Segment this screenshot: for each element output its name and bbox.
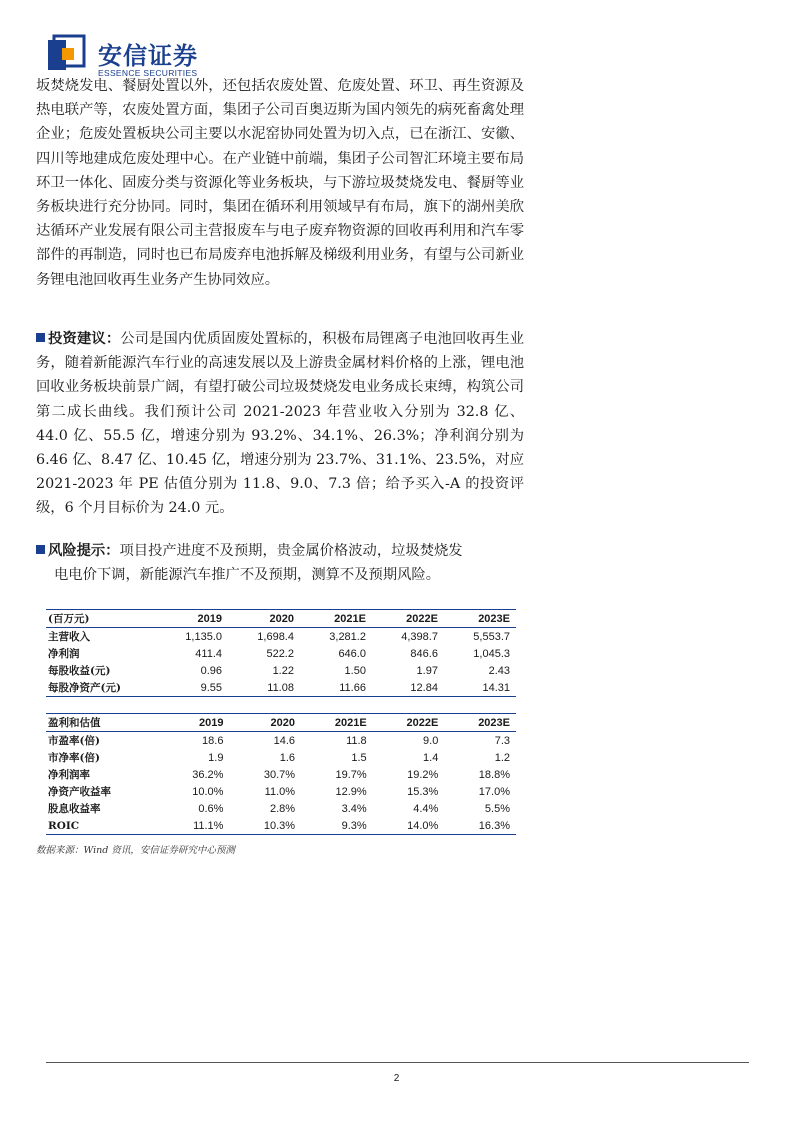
investment-advice-paragraph (36, 327, 524, 521)
table-cell: 14.6 (273, 734, 296, 747)
table-cell: 0.6% (198, 802, 224, 815)
table-header-cell: 2019 (156, 610, 228, 628)
investment-advice-section (36, 327, 524, 521)
company-logo (46, 30, 266, 80)
row-label: 净利润率 (48, 769, 90, 781)
investment-advice-text: 公司是国内优质固废处置标的，积极布局锂离子电池回收再生业务，随着新能源汽车行业的高速发展以及上游贵金属材料价格的上涨，锂电池回收业务板块前景广阔，有望打破公司垃圾焚烧发电业务成长束缚，构筑公司第二成长曲线。我们预计公司 2021-2023 年营业收入分别为 32.8 亿、44.0 亿、55.5 亿，增速分别为 93.2%、34.1%、26.3%；净利润分别为 6.46 亿、8.47 亿、10.45 亿，增速分别为 23.7%、31.1%、23.5%，对应 2021-2023 年 PE 估值分别为 11.8、9.0、7.3 倍；给予买入-A 的投资评级，6 个月目标价为 24.0 元。 (36, 331, 524, 517)
row-label: 每股收益(元) (48, 665, 111, 677)
table-row (46, 817, 516, 835)
table-header-cell: 2019 (158, 714, 230, 732)
table-cell: 1.50 (344, 664, 366, 677)
table-cell: 0.96 (200, 664, 222, 677)
table-row (46, 628, 516, 646)
row-label: 主营收入 (48, 631, 90, 643)
risk-warning-section (36, 539, 524, 587)
table-cell: 646.0 (338, 647, 366, 660)
data-source-note: 数据来源：Wind 资讯，安信证券研究中心预测 (36, 845, 235, 856)
table-cell: 15.3% (407, 785, 439, 798)
table-row (46, 800, 516, 817)
row-label: 净资产收益率 (48, 786, 111, 798)
row-label: 每股净资产(元) (46, 679, 156, 697)
table-cell: 19.7% (335, 768, 367, 781)
table-cell: 4,398.7 (401, 630, 438, 643)
risk-warning-line-1 (36, 539, 524, 563)
table-cell: 522.2 (266, 647, 294, 660)
table-row (46, 732, 516, 750)
table-cell: 411.4 (195, 647, 222, 660)
table-cell: 30.7% (263, 768, 296, 781)
table-header-cell: 2021E (300, 610, 372, 628)
table-cell: 1.4 (423, 751, 439, 764)
table-cell: 1.9 (208, 751, 224, 764)
financial-summary-table (46, 609, 516, 697)
table-cell: 1,698.4 (257, 630, 294, 643)
table-cell: 11.08 (228, 679, 300, 697)
table-header-cell: 盈利和估值 (46, 714, 158, 732)
row-label: ROIC (46, 817, 158, 835)
risk-warning-text-1: 项目投产进度不及预期，贵金属价格波动，垃圾焚烧发 (119, 543, 463, 559)
table-header-row (46, 714, 516, 732)
table-cell: 5,553.7 (473, 630, 510, 643)
square-bullet-icon (36, 545, 45, 554)
table-row (46, 662, 516, 679)
table-cell: 3.4% (341, 802, 367, 815)
table-header-cell: 2020 (228, 610, 300, 628)
table-cell: 1,135.0 (185, 630, 222, 643)
table-header-row (46, 610, 516, 628)
table-cell: 12.84 (372, 679, 444, 697)
square-bullet-icon (36, 333, 45, 342)
table-row (46, 766, 516, 783)
table-cell: 11.1% (158, 817, 230, 835)
table-header-cell: (百万元) (46, 610, 156, 628)
logo-mark-icon (46, 34, 86, 74)
table-row (46, 679, 516, 697)
table-cell: 9.0 (423, 734, 439, 747)
table-cell: 11.8 (346, 734, 367, 747)
risk-warning-heading: 风险提示： (48, 543, 120, 559)
brand-name-cn: 安信证券 (98, 42, 198, 70)
risk-warning-line-2: 电电价下调，新能源汽车推广不及预期，测算不及预期风险。 (54, 567, 441, 584)
body-paragraph-group (36, 74, 524, 292)
table-cell: 846.6 (410, 647, 438, 660)
table-cell: 16.3% (444, 817, 516, 835)
row-label: 市净率(倍) (48, 752, 100, 764)
table-row (46, 749, 516, 766)
brand-name-en: ESSENCE SECURITIES (98, 68, 198, 78)
table-cell: 1,045.3 (473, 647, 510, 660)
table-cell: 14.31 (444, 679, 516, 697)
table-cell: 10.3% (229, 817, 301, 835)
row-label: 市盈率(倍) (48, 735, 100, 747)
table-header-cell: 2023E (444, 714, 516, 732)
table-cell: 14.0% (373, 817, 445, 835)
table-cell: 19.2% (407, 768, 439, 781)
table-header-cell: 2021E (301, 714, 373, 732)
table-cell: 3,281.2 (329, 630, 366, 643)
table-cell: 7.3 (494, 734, 510, 747)
table-cell: 1.2 (494, 751, 510, 764)
page-number: 2 (393, 1073, 400, 1084)
table-header-cell: 2023E (444, 610, 516, 628)
table-cell: 1.22 (272, 664, 294, 677)
table-cell: 17.0% (478, 785, 510, 798)
table-cell: 11.66 (300, 679, 372, 697)
body-paragraph: 坂焚烧发电、餐厨处置以外，还包括农废处置、危废处置、环卫、再生资源及热电联产等，农废处置方面，集团子公司百奥迈斯为国内领先的病死畜禽处理企业；危废处置板块公司主要以水泥窑协同处置为切入点，已在浙江、安徽、四川等地建成危废处理中心。在产业链中前端，集团子公司智汇环境主要布局环卫一体化、固废分类与资源化等业务板块，与下游垃圾焚烧发电、餐厨等业务板块进行充分协同。同时，集团在循环利用领域早有布局，旗下的湖州美欣达循环产业发展有限公司主营报废车与电子废弃物资源的回收再利用和汽车零部件的再制造，同时也已布局废弃电池拆解及梯级利用业务，有望与公司新业务锂电池回收再生业务产生协同效应。 (36, 78, 524, 288)
table-cell: 2.8% (269, 802, 296, 815)
table-cell: 9.3% (301, 817, 373, 835)
table-cell: 18.6 (202, 734, 224, 747)
table-cell: 1.97 (416, 664, 438, 677)
table-cell: 18.8% (478, 768, 510, 781)
table-cell: 9.55 (156, 679, 228, 697)
footer-divider (46, 1062, 749, 1063)
table-cell: 5.5% (484, 802, 510, 815)
row-label: 净利润 (48, 648, 80, 660)
table-header-cell: 2022E (372, 610, 444, 628)
table-cell: 12.9% (335, 785, 367, 798)
table-cell: 2.43 (488, 664, 510, 677)
table-row (46, 783, 516, 800)
table-header-cell: 2020 (229, 714, 301, 732)
table-cell: 11.0% (264, 785, 296, 798)
table-row (46, 645, 516, 662)
table-cell: 36.2% (192, 768, 224, 781)
table-header-cell: 2022E (373, 714, 445, 732)
valuation-table (46, 713, 516, 835)
table-cell: 1.5 (351, 751, 367, 764)
row-label: 股息收益率 (48, 803, 101, 815)
table-cell: 10.0% (192, 785, 224, 798)
table-cell: 1.6 (279, 751, 296, 764)
table-cell: 4.4% (413, 802, 439, 815)
investment-advice-heading: 投资建议： (48, 331, 121, 347)
